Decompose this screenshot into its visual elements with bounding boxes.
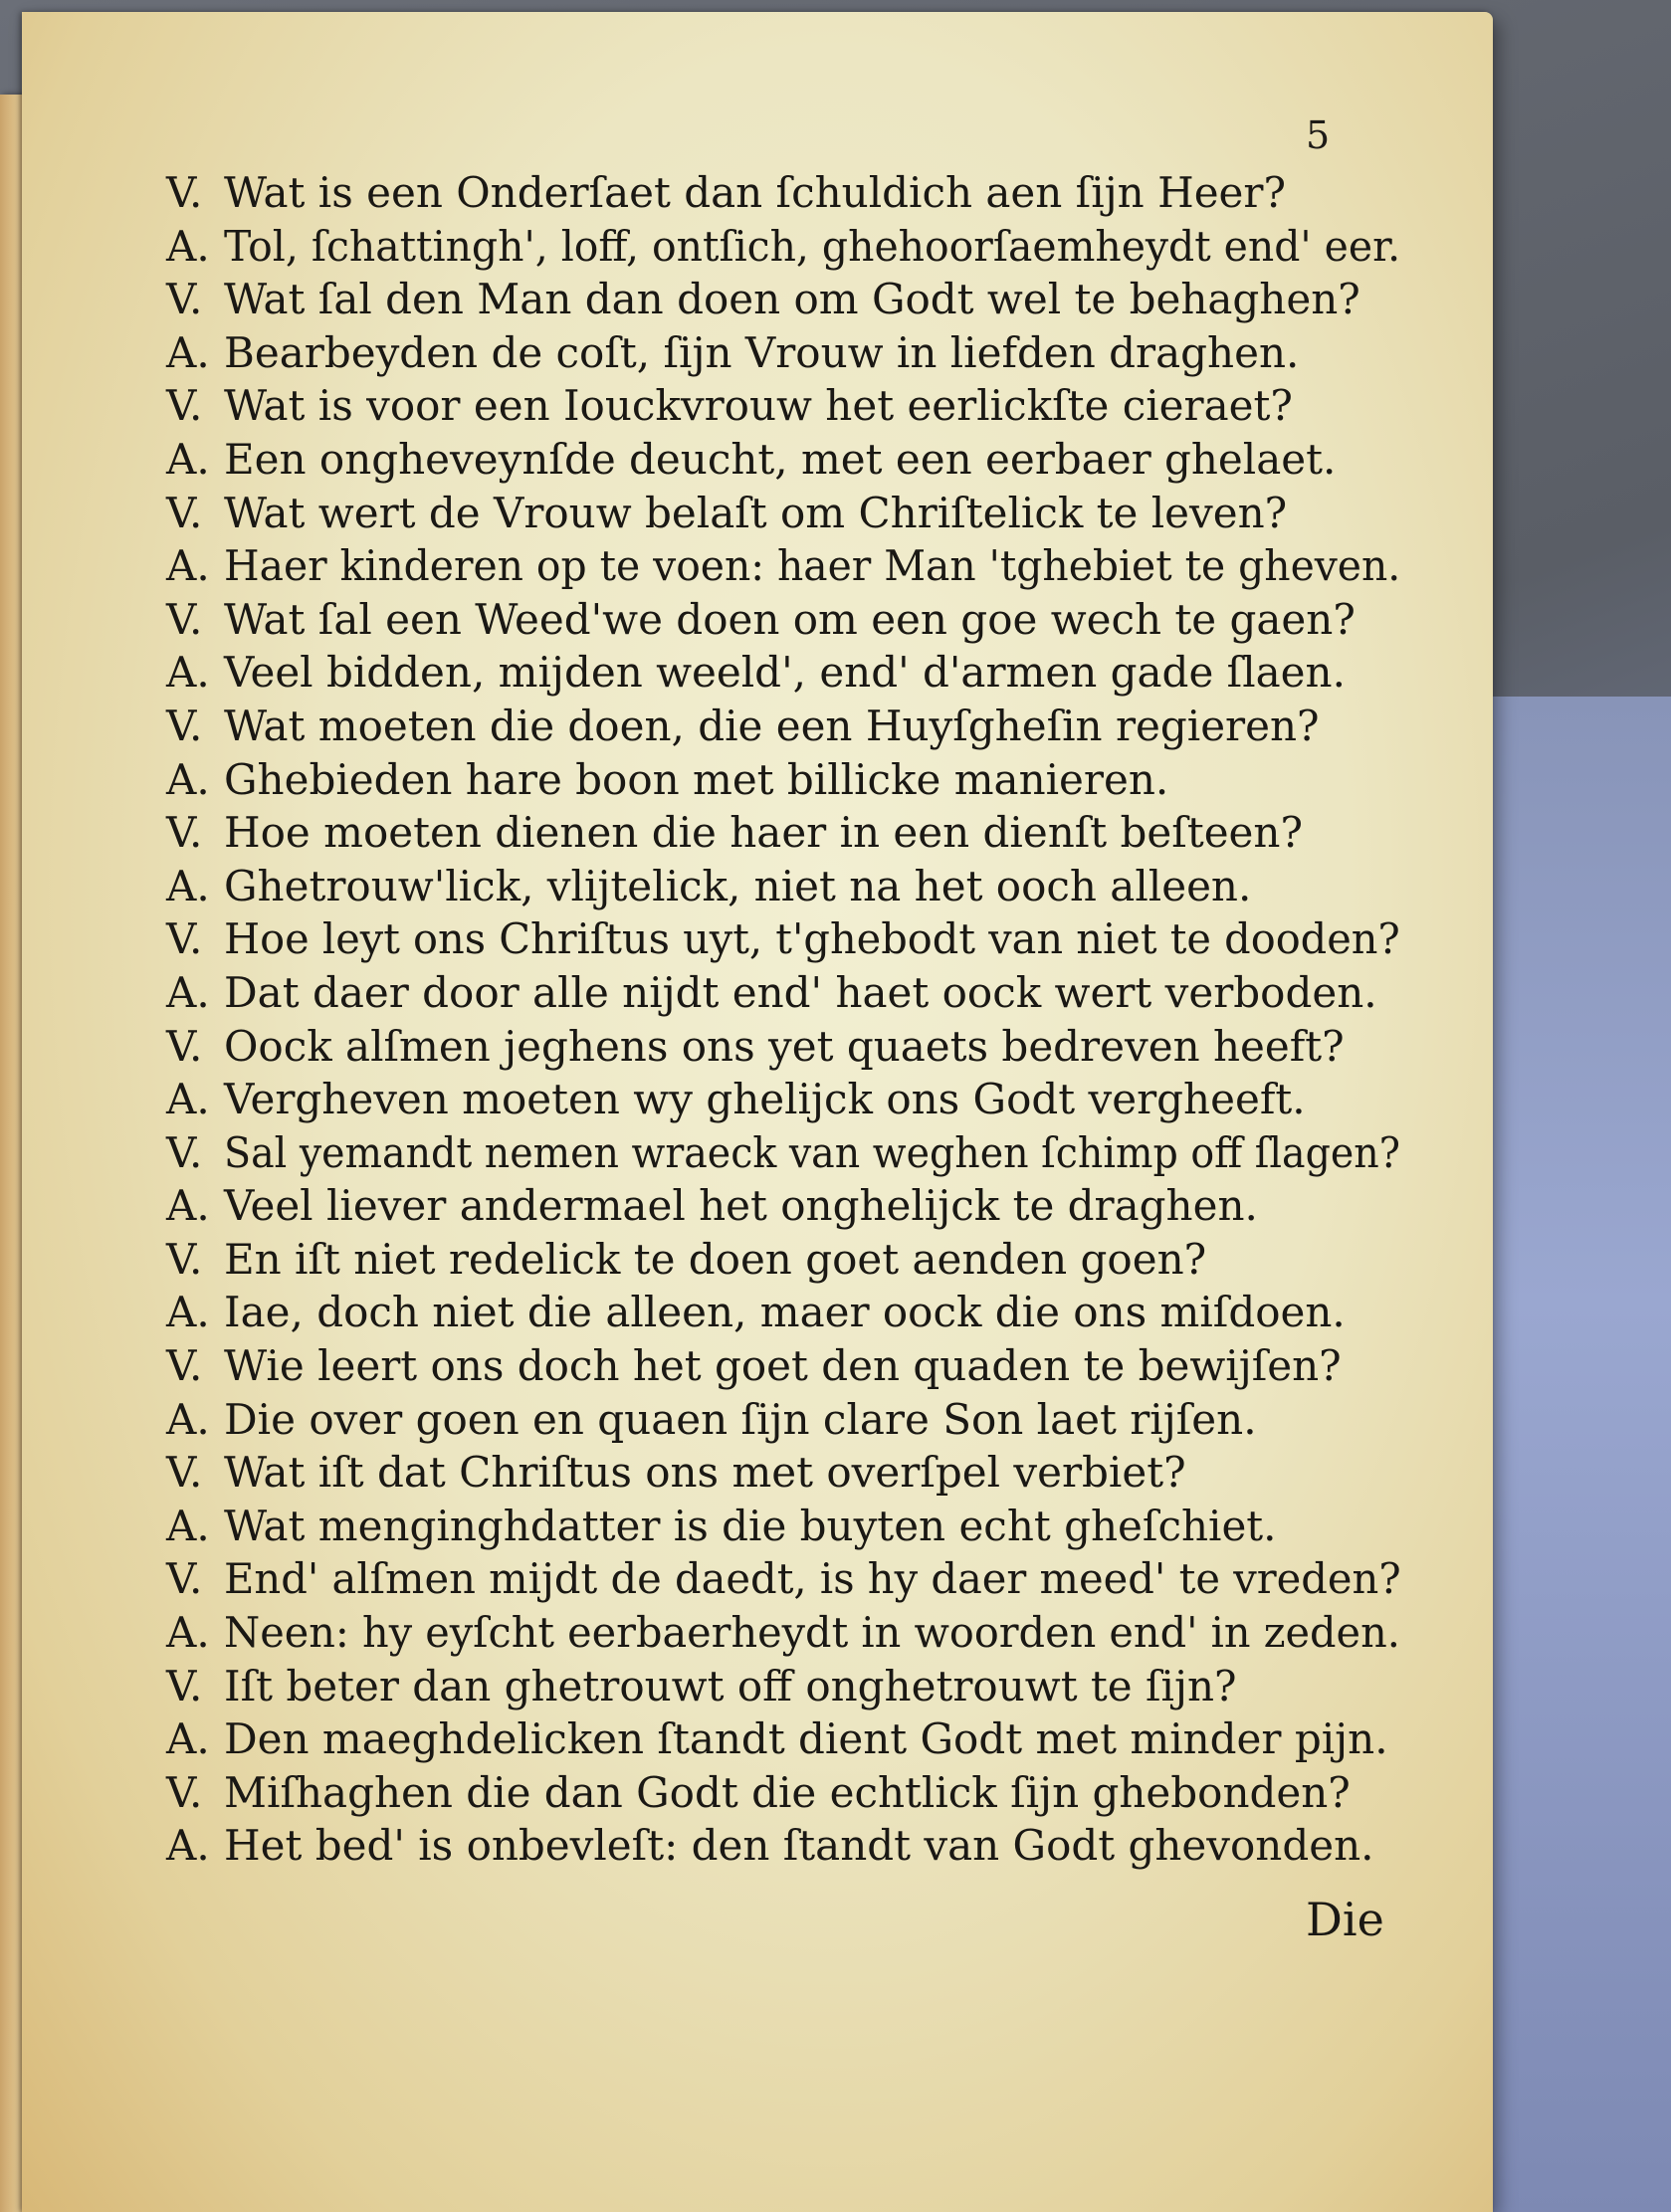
speaker-label: V.	[166, 168, 203, 217]
line-text: Wat ſal den Man dan doen om Godt wel te behaghen?	[224, 275, 1360, 324]
verse-line	[166, 806, 1400, 860]
speaker-label: V.	[166, 914, 203, 964]
line-text: Wat moeten die doen, die een Huyſgheſin regieren?	[224, 701, 1320, 750]
speaker-label: V.	[166, 1341, 203, 1391]
verse-line	[166, 1233, 1400, 1287]
speaker-label: V.	[166, 1767, 203, 1817]
speaker-label: A.	[166, 1608, 210, 1658]
dialogue-text	[166, 166, 1400, 1873]
line-text: Ghetrouw'lick, vlijtelick, niet na het ooch alleen.	[224, 861, 1252, 910]
line-text: Iae, doch niet die alleen, maer oock die ons miſdoen.	[224, 1288, 1346, 1337]
speaker-label: V.	[166, 1021, 203, 1071]
verse-line	[166, 379, 1400, 433]
verse-line	[166, 753, 1400, 807]
verse-line	[166, 1660, 1400, 1713]
book-page	[22, 12, 1493, 2212]
line-text: Hoe leyt ons Chriſtus uyt, t'ghebodt van niet te dooden?	[224, 914, 1400, 964]
speaker-label: A.	[166, 221, 210, 271]
verse-line	[166, 1073, 1400, 1126]
line-text: Tol, ſchattingh', loff, ontſich, ghehoorſaemheydt end' eer.	[224, 221, 1401, 271]
speaker-label: A.	[166, 1288, 210, 1337]
verse-line	[166, 1606, 1400, 1660]
line-text: En iſt niet redelick te doen goet aenden goen?	[224, 1234, 1207, 1284]
line-text: Veel bidden, mijden weeld', end' d'armen gade ſlaen.	[224, 648, 1346, 698]
page-number: 5	[1306, 113, 1331, 157]
line-text: Wat ſal een Weed'we doen om een goe wech te gaen?	[224, 594, 1356, 644]
verse-line	[166, 539, 1400, 593]
line-text: Wat iſt dat Chriſtus ons met overſpel verbiet?	[224, 1448, 1186, 1498]
catchword: Die	[1306, 1893, 1384, 1946]
speaker-label: V.	[166, 808, 203, 858]
line-text: Wat is een Onderſaet dan ſchuldich aen ſijn Heer?	[224, 168, 1287, 217]
line-text: Ghebieden hare boon met billicke manieren.	[224, 754, 1169, 804]
line-text: Dat daer door alle nijdt end' haet oock wert verboden.	[224, 967, 1377, 1017]
verse-line	[166, 700, 1400, 753]
speaker-label: V.	[166, 594, 203, 644]
verse-line	[166, 1552, 1400, 1606]
line-text: Wat is voor een Iouckvrouw het eerlickſte cieraet?	[224, 381, 1293, 431]
verse-line	[166, 1179, 1400, 1233]
speaker-label: V.	[166, 1554, 203, 1604]
speaker-label: V.	[166, 1661, 203, 1710]
line-text: Een ongheveynſde deucht, met een eerbaer ghelaet.	[224, 434, 1337, 484]
speaker-label: A.	[166, 434, 210, 484]
verse-line	[166, 1020, 1400, 1074]
speaker-label: A.	[166, 1394, 210, 1444]
verse-line	[166, 326, 1400, 380]
speaker-label: V.	[166, 1127, 203, 1177]
verse-line	[166, 1500, 1400, 1553]
verse-line	[166, 487, 1400, 540]
verse-line	[166, 433, 1400, 487]
verse-line	[166, 1339, 1400, 1393]
verse-line	[166, 1126, 1400, 1180]
verse-line	[166, 166, 1400, 220]
speaker-label: A.	[166, 1075, 210, 1124]
speaker-label: A.	[166, 1181, 210, 1231]
line-text: Haer kinderen op te voen: haer Man 'tghebiet te gheven.	[224, 541, 1401, 591]
line-text: Bearbeyden de coſt, ſijn Vrouw in liefden draghen.	[224, 327, 1300, 377]
speaker-label: V.	[166, 381, 203, 431]
speaker-label: A.	[166, 541, 210, 591]
verse-line	[166, 273, 1400, 326]
verse-line	[166, 966, 1400, 1020]
line-text: Iſt beter dan ghetrouwt off onghetrouwt te ſijn?	[224, 1661, 1237, 1710]
line-text: Wat wert de Vrouw belaſt om Chriſtelick te leven?	[224, 488, 1288, 537]
speaker-label: A.	[166, 1821, 210, 1871]
speaker-label: V.	[166, 275, 203, 324]
line-text: Vergheven moeten wy ghelijck ons Godt vergheeft.	[224, 1075, 1306, 1124]
speaker-label: A.	[166, 754, 210, 804]
speaker-label: A.	[166, 861, 210, 910]
speaker-label: A.	[166, 1714, 210, 1764]
speaker-label: A.	[166, 648, 210, 698]
verse-line	[166, 860, 1400, 913]
verse-line	[166, 593, 1400, 647]
verse-line	[166, 1286, 1400, 1339]
line-text: Het bed' is onbevleſt: den ſtandt van Godt ghevonden.	[224, 1821, 1374, 1871]
speaker-label: A.	[166, 327, 210, 377]
line-text: Sal yemandt nemen wraeck van weghen ſchimp off ſlagen?	[224, 1127, 1400, 1177]
verse-line	[166, 1393, 1400, 1447]
line-text: End' alſmen mijdt de daedt, is hy daer meed' te vreden?	[224, 1554, 1401, 1604]
speaker-label: A.	[166, 1501, 210, 1550]
line-text: Wie leert ons doch het goet den quaden te bewijſen?	[224, 1341, 1342, 1391]
speaker-label: V.	[166, 488, 203, 537]
line-text: Neen: hy eyſcht eerbaerheydt in woorden end' in zeden.	[224, 1608, 1400, 1658]
speaker-label: V.	[166, 1448, 203, 1498]
verse-line	[166, 912, 1400, 966]
line-text: Die over goen en quaen ſijn clare Son laet rijſen.	[224, 1394, 1257, 1444]
line-text: Veel liever andermael het onghelijck te draghen.	[224, 1181, 1258, 1231]
speaker-label: V.	[166, 1234, 203, 1284]
verse-line	[166, 1819, 1400, 1873]
speaker-label: V.	[166, 701, 203, 750]
line-text: Oock alſmen jeghens ons yet quaets bedreven heeft?	[224, 1021, 1345, 1071]
verse-line	[166, 1712, 1400, 1766]
verse-line	[166, 1766, 1400, 1820]
verse-line	[166, 1446, 1400, 1500]
line-text: Hoe moeten dienen die haer in een dienſt beſteen?	[224, 808, 1303, 858]
verse-line	[166, 646, 1400, 700]
verse-line	[166, 220, 1400, 274]
line-text: Den maeghdelicken ſtandt dient Godt met minder pijn.	[224, 1714, 1388, 1764]
line-text: Miſhaghen die dan Godt die echtlick ſijn ghebonden?	[224, 1767, 1351, 1817]
line-text: Wat menginghdatter is die buyten echt gheſchiet.	[224, 1501, 1277, 1550]
speaker-label: A.	[166, 967, 210, 1017]
